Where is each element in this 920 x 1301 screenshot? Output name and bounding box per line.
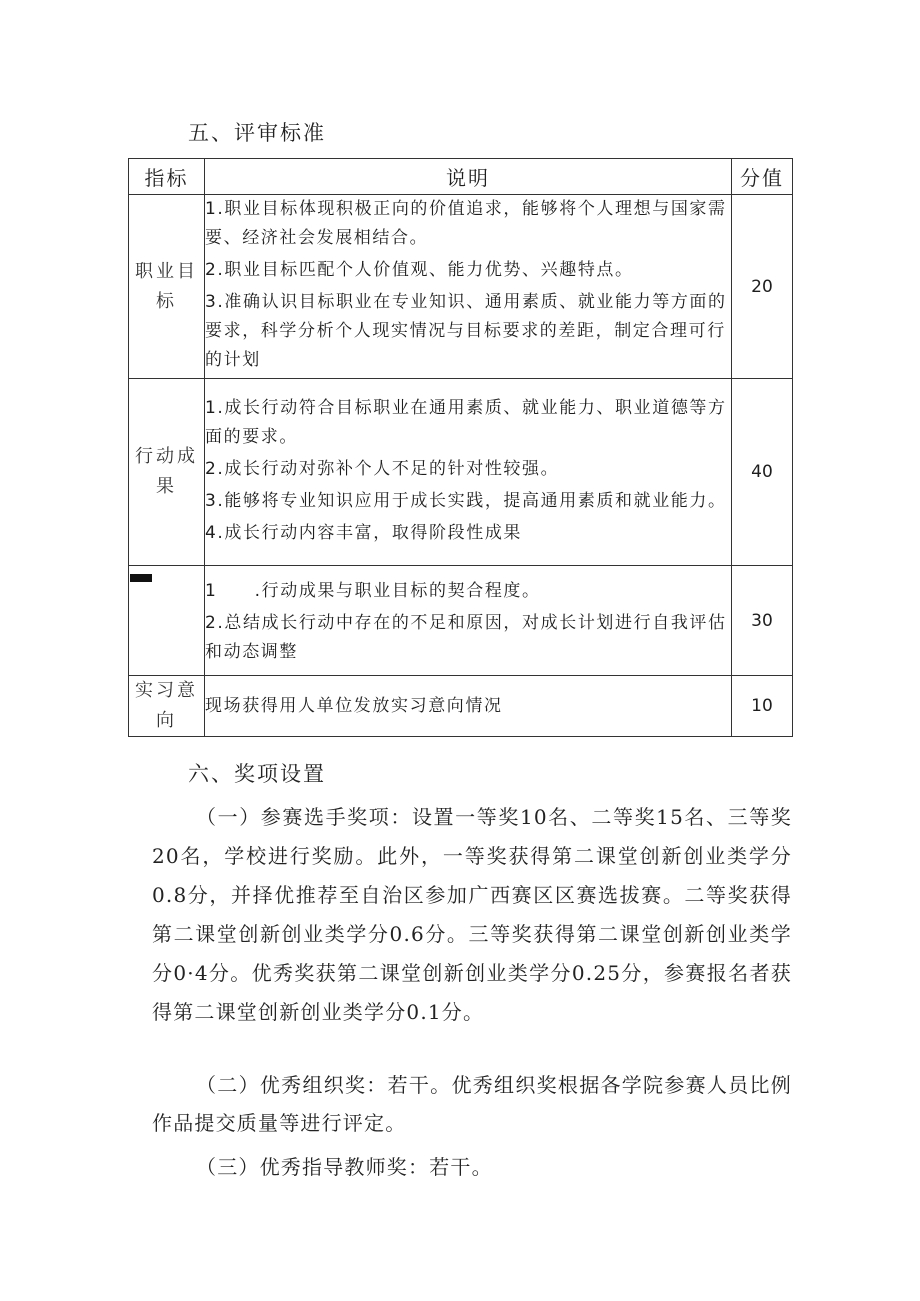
table-header-row <box>129 159 793 195</box>
score-cell: 30 <box>732 566 793 676</box>
indicator-cell: 实习意向 <box>129 676 205 737</box>
description-cell <box>205 195 732 379</box>
review-criteria-table <box>128 158 793 737</box>
criterion-item: 3.能够将专业知识应用于成长实践，提高通用素质和就业能力。 <box>205 490 727 511</box>
description-cell <box>205 379 732 566</box>
criterion-item: 4.成长行动内容丰富，取得阶段性成果 <box>205 522 523 543</box>
criterion-item: 1.成长行动符合目标职业在通用素质、就业能力、职业道德等方面的要求。 <box>205 397 727 447</box>
section-heading-review-criteria: 五、评审标准 <box>188 121 326 145</box>
table-row <box>129 566 793 676</box>
awards-paragraph-organization: （二）优秀组织奖：若干。优秀组织奖根据各学院参赛人员比例作品提交质量等进行评定。 <box>152 1073 792 1135</box>
header-indicator: 指标 <box>129 159 205 195</box>
criterion-item: 2.职业目标匹配个人价值观、能力优势、兴趣特点。 <box>205 260 634 280</box>
header-score: 分值 <box>732 159 793 195</box>
criterion-item: 1 .行动成果与职业目标的契合程度。 <box>205 580 541 601</box>
table-row <box>129 676 793 737</box>
table-row <box>129 379 793 566</box>
indicator-cell: 职业目标 <box>129 195 205 379</box>
score-cell: 20 <box>732 195 793 379</box>
criterion-item: 现场获得用人单位发放实习意向情况 <box>205 695 503 716</box>
score-cell: 10 <box>732 676 793 737</box>
criterion-item: 2.总结成长行动中存在的不足和原因，对成长计划进行自我评估和动态调整 <box>205 612 727 662</box>
description-cell <box>205 676 732 737</box>
table-row <box>129 195 793 379</box>
indicator-cell <box>129 566 205 676</box>
criterion-item: 2.成长行动对弥补个人不足的针对性较强。 <box>205 458 560 479</box>
awards-paragraph-contestants: （一）参赛选手奖项：设置一等奖10名、二等奖15名、三等奖20名，学校进行奖励。此外，一等奖获得第二课堂创新创业类学分0.8分，并择优推荐至自治区参加广西赛区区赛选拔赛。二等奖获得第二课堂创新创业类学分0.6分。三等奖获得第二课堂创新创业类学分0·4分。优秀奖获第二课堂创新创业类学分0.25分，参赛报名者获得第二课堂创新创业类学分0.1分。 <box>152 805 792 1024</box>
header-description: 说明 <box>205 159 732 195</box>
criterion-item: 3.准确认识目标职业在专业知识、通用素质、就业能力等方面的要求，科学分析个人现实情况与目标要求的差距，制定合理可行的计划 <box>205 292 727 370</box>
awards-paragraph-instructor: （三）优秀指导教师奖：若干。 <box>196 1155 493 1179</box>
description-cell <box>205 566 732 676</box>
criterion-item: 1.职业目标体现积极正向的价值追求，能够将个人理想与国家需要、经济社会发展相结合。 <box>205 199 727 248</box>
indicator-cell: 行动成果 <box>129 379 205 566</box>
score-cell: 40 <box>732 379 793 566</box>
redaction-mark <box>130 574 152 582</box>
section-heading-awards: 六、奖项设置 <box>188 762 326 786</box>
